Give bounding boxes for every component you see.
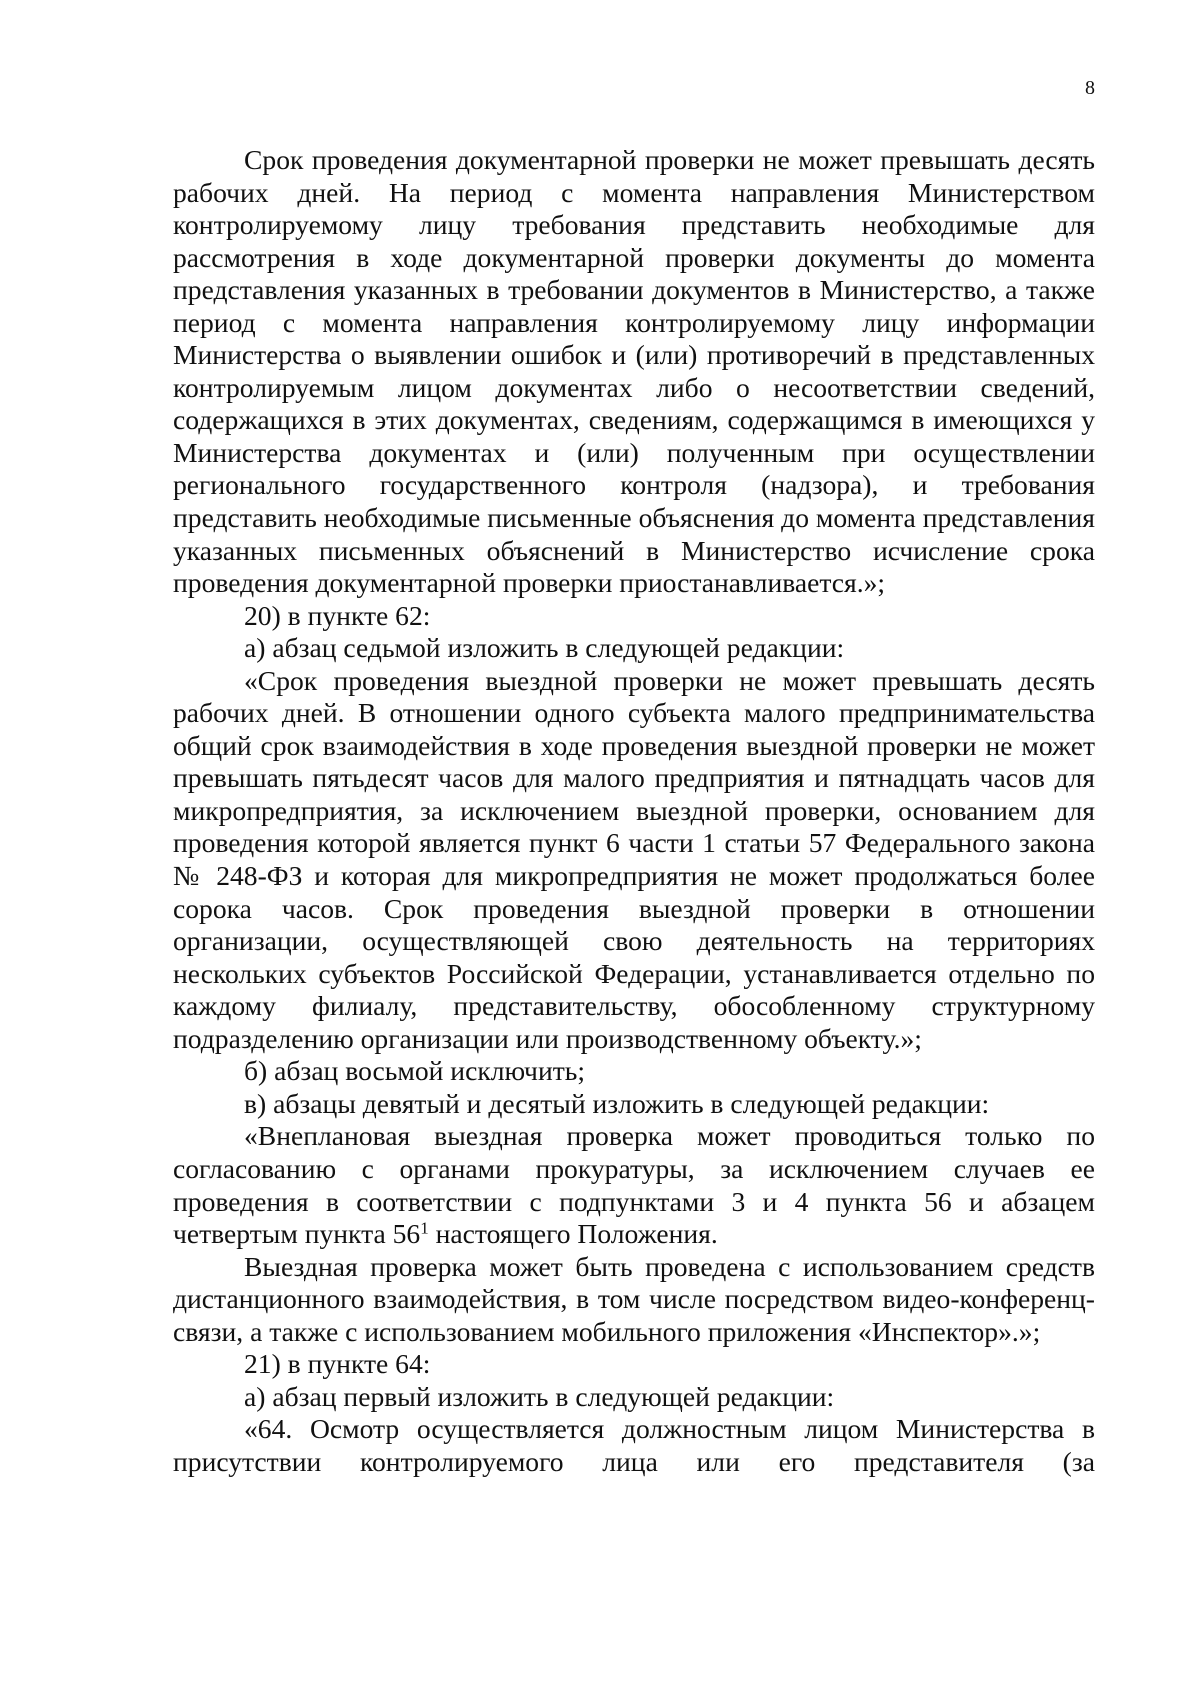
paragraph-onsite-inspection-term: «Срок проведения выездной проверки не может превышать десять рабочих дней. В отношении одного субъекта малого предпринимательства общий срок взаимодействия в ходе проведения выездной проверки не может превышать пятьдесят часов для малого предприятия и пятнадцать часов для микропредприятия, за исключением выездной проверки, основанием для проведения которой является пункт 6 части 1 статьи 57 Федерального закона № 248-ФЗ и которая для микропредприятия не может продолжаться более сорока часов. Срок проведения выездной проверки в отношении организации, осуществляющей свою деятельность на территориях нескольких субъектов Российской Федерации, устанавливается отдельно по каждому филиалу, представительству, обособленному структурному подразделению организации или производственному объекту.»;	[173, 664, 1095, 1054]
document-body	[173, 144, 1095, 1478]
paragraph-item-21: 21) в пункте 64:	[244, 1348, 431, 1380]
paragraph-unscheduled-inspection-text: «Внеплановая выездная проверка может проводиться только по согласованию с органами прокуратуры, за исключением случаев ее проведения в соответствии с подпунктами 3 и 4 пункта 56 и абзацем четвертым пункта 56	[173, 1120, 1095, 1250]
superscript-index: 1	[420, 1218, 429, 1238]
paragraph-item-20: 20) в пункте 62:	[244, 599, 431, 631]
paragraph-item-21a: а) абзац первый изложить в следующей редакции:	[244, 1380, 835, 1412]
paragraph-item-20a: а) абзац седьмой изложить в следующей редакции:	[244, 632, 845, 664]
page-number: 8	[1085, 77, 1095, 99]
paragraph-examination: «64. Осмотр осуществляется должностным лицом Министерства в присутствии контролируемого лица или его представителя (за	[173, 1413, 1095, 1477]
paragraph-remote-inspection: Выездная проверка может быть проведена с использованием средств дистанционного взаимодействия, в том числе посредством видео-конференц-связи, а также с использованием мобильного приложения «Инспектор».»;	[173, 1250, 1095, 1347]
paragraph-item-20v: в) абзацы девятый и десятый изложить в следующей редакции:	[244, 1087, 990, 1119]
paragraph-documentary-inspection-term: Срок проведения документарной проверки не может превышать десять рабочих дней. На период с момента направления Министерством контролируемому лицу требования представить необходимые для рассмотрения в ходе документарной проверки документы до момента представления указанных в требовании документов в Министерство, а также период с момента направления контролируемому лицу информации Министерства о выявлении ошибок и (или) противоречий в представленных контролируемым лицом документах либо о несоответствии сведений, содержащихся в этих документах, сведениям, содержащимся в имеющихся у Министерства документах и (или) полученным при осуществлении регионального государственного контроля (надзора), и требования представить необходимые письменные объяснения до момента представления указанных письменных объяснений в Министерство исчисление срока проведения документарной проверки приостанавливается.»;	[173, 144, 1095, 599]
paragraph-unscheduled-inspection-tail: настоящего Положения.	[428, 1218, 718, 1250]
paragraph-item-20b: б) абзац восьмой исключить;	[244, 1055, 586, 1087]
paragraph-unscheduled-inspection	[173, 1120, 1095, 1250]
